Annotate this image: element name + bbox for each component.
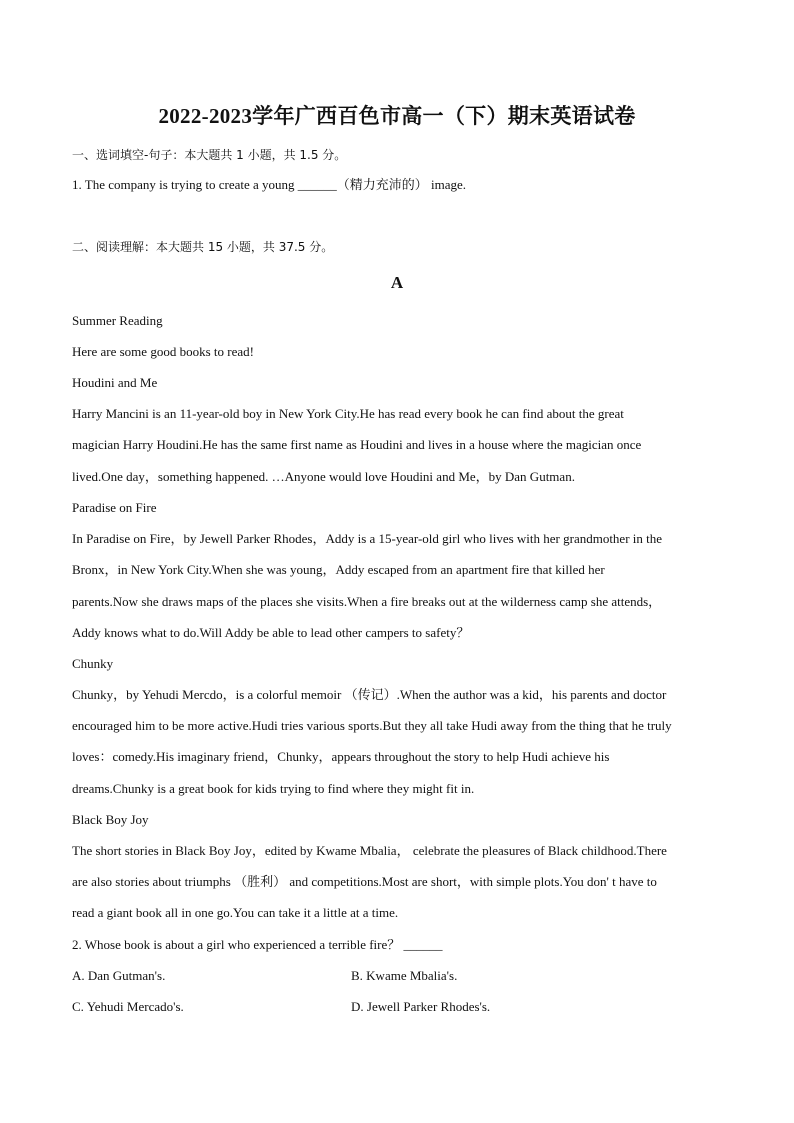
book-title-paradise: Paradise on Fire: [72, 500, 157, 515]
section-2-heading: 二、阅读理解：本大题共 15 小题，共 37.5 分。: [72, 240, 334, 254]
option-b: B. Kwame Mbalia's.: [351, 968, 458, 983]
option-a: A. Dan Gutman's.: [72, 968, 166, 983]
passage-line: loves：comedy.His imaginary friend，Chunky，appears throughout the story to help Hudi achieve his: [72, 749, 610, 764]
passage-line: Harry Mancini is an 11-year-old boy in New York City.He has read every book he can find about the great: [72, 406, 624, 421]
book-title-chunky: Chunky: [72, 656, 114, 671]
question-1: 1. The company is trying to create a young ______（精力充沛的） image.: [72, 177, 467, 192]
passage-line: In Paradise on Fire，by Jewell Parker Rhodes，Addy is a 15-year-old girl who lives with her grandmother in the: [72, 531, 663, 546]
passage-line: Summer Reading: [72, 313, 163, 328]
exam-title: 2022-2023学年广西百色市高一（下）期末英语试卷: [158, 104, 636, 128]
passage-line: Addy knows what to do.Will Addy be able to lead other campers to safety？: [72, 625, 470, 640]
option-d: D. Jewell Parker Rhodes's.: [351, 999, 491, 1014]
passage-line: Here are some good books to read!: [72, 344, 254, 359]
book-title-black-boy-joy: Black Boy Joy: [72, 812, 149, 827]
option-c: C. Yehudi Mercado's.: [72, 999, 184, 1014]
passage-line: The short stories in Black Boy Joy，edited by Kwame Mbalia， celebrate the pleasures of Black childhood.There: [72, 843, 667, 858]
passage-line: dreams.Chunky is a great book for kids trying to find where they might fit in.: [72, 781, 475, 796]
passage-line: Bronx，in New York City.When she was young，Addy escaped from an apartment fire that killed her: [72, 562, 605, 577]
passage-line: lived.One day，something happened. …Anyone would love Houdini and Me，by Dan Gutman.: [72, 469, 575, 484]
passage-line: encouraged him to be more active.Hudi tries various sports.But they all take Hudi away from the thing that he truly: [72, 718, 672, 733]
book-title-houdini: Houdini and Me: [72, 375, 158, 390]
section-1-heading: 一、选词填空-句子：本大题共 1 小题，共 1.5 分。: [72, 148, 347, 162]
passage-line: read a giant book all in one go.You can take it a little at a time.: [72, 905, 399, 920]
question-2: 2. Whose book is about a girl who experienced a terrible fire？ ______: [72, 937, 443, 952]
passage-line: parents.Now she draws maps of the places she visits.When a fire breaks out at the wilderness camp she attends，: [72, 594, 662, 609]
passage-line: Chunky，by Yehudi Mercdo，is a colorful memoir （传记）.When the author was a kid，his parents and doctor: [72, 687, 667, 702]
passage-line: are also stories about triumphs （胜利） and competitions.Most are short，with simple plots.You don' t have to: [72, 874, 657, 889]
passage-letter: A: [390, 273, 404, 292]
passage-line: magician Harry Houdini.He has the same first name as Houdini and lives in a house where the magician once: [72, 437, 642, 452]
